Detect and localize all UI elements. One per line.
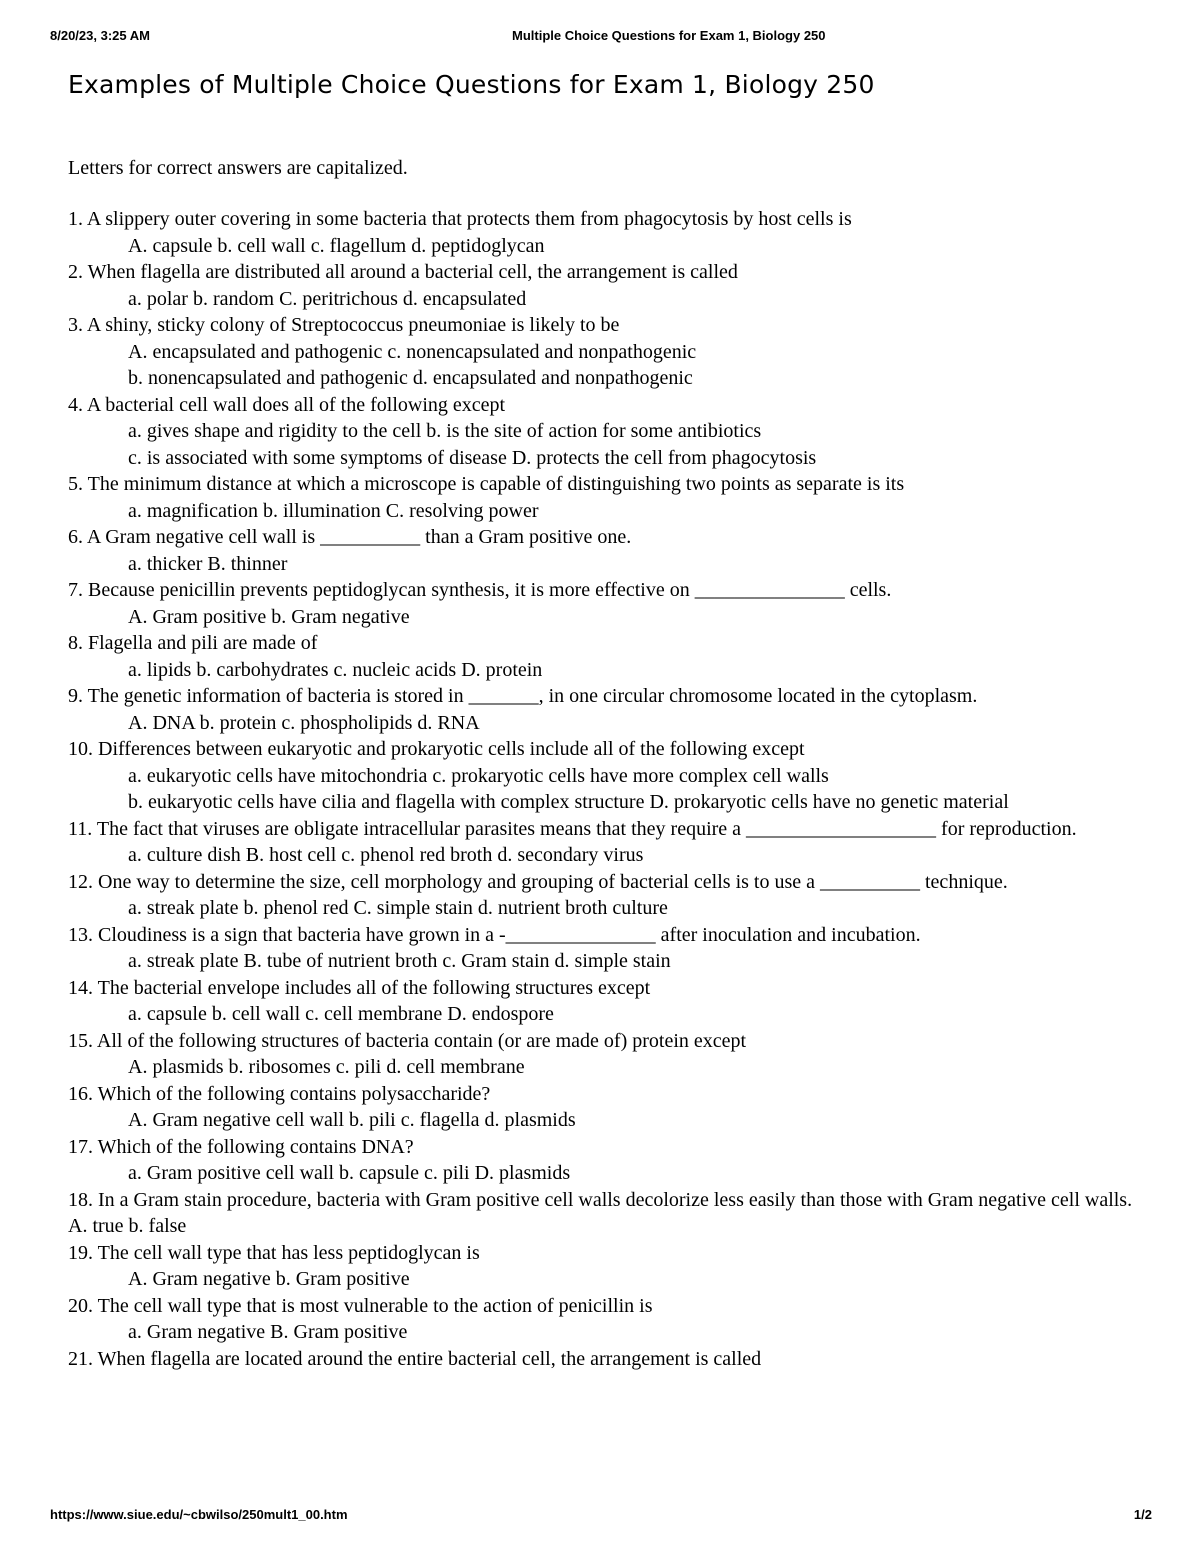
question-item xyxy=(68,630,1148,683)
question-text: 12. One way to determine the size, cell morphology and grouping of bacterial cells is to use a __________ technique. xyxy=(68,870,1008,893)
answer-options: a. streak plate b. phenol red C. simple stain d. nutrient broth culture xyxy=(128,897,668,919)
question-item xyxy=(68,1134,1148,1187)
answer-options: a. eukaryotic cells have mitochondria c. prokaryotic cells have more complex cell walls xyxy=(128,764,829,787)
answer-options: a. Gram negative B. Gram positive xyxy=(128,1321,408,1343)
question-item xyxy=(68,392,1148,472)
question-item xyxy=(68,1028,1148,1081)
question-item xyxy=(68,975,1148,1028)
question-item xyxy=(68,312,1148,392)
question-item xyxy=(68,1187,1148,1240)
question-item xyxy=(68,206,1148,259)
answer-options: a. lipids b. carbohydrates c. nucleic acids D. protein xyxy=(128,658,543,681)
question-item xyxy=(68,683,1148,736)
question-text: 2. When flagella are distributed all around a bacterial cell, the arrangement is called xyxy=(68,261,738,283)
question-item xyxy=(68,922,1148,975)
question-item xyxy=(68,1293,1148,1346)
question-text: 13. Cloudiness is a sign that bacteria have grown in a -_______________ after inoculation and incubation. xyxy=(68,923,921,946)
question-text: 1. A slippery outer covering in some bacteria that protects them from phagocytosis by host cells is xyxy=(68,208,852,230)
answer-options: a. gives shape and rigidity to the cell b. is the site of action for some antibiotics xyxy=(128,420,762,442)
answer-options: A. encapsulated and pathogenic c. nonencapsulated and nonpathogenic xyxy=(128,340,697,363)
question-text: 10. Differences between eukaryotic and prokaryotic cells include all of the following except xyxy=(68,738,805,760)
question-text: 5. The minimum distance at which a microscope is capable of distinguishing two points as separate is its xyxy=(68,473,905,495)
answer-options: a. streak plate B. tube of nutrient broth c. Gram stain d. simple stain xyxy=(128,950,671,972)
answer-options: A. Gram negative b. Gram positive xyxy=(128,1268,410,1290)
answer-options: a. polar b. random C. peritrichous d. encapsulated xyxy=(128,287,527,310)
answer-options: A. plasmids b. ribosomes c. pili d. cell membrane xyxy=(128,1056,525,1078)
answer-options: a. capsule b. cell wall c. cell membrane D. endospore xyxy=(128,1003,554,1025)
question-text: 20. The cell wall type that is most vulnerable to the action of penicillin is xyxy=(68,1294,653,1317)
question-text: 9. The genetic information of bacteria is stored in _______, in one circular chromosome located in the cytoplasm. xyxy=(68,685,978,707)
document-title: Examples of Multiple Choice Questions for Exam 1, Biology 250 xyxy=(68,70,875,99)
question-item xyxy=(68,869,1148,922)
answer-options: A. capsule b. cell wall c. flagellum d. peptidoglycan xyxy=(128,234,545,257)
answer-options: A. Gram negative cell wall b. pili c. flagella d. plasmids xyxy=(128,1109,576,1131)
answer-options: c. is associated with some symptoms of disease D. protects the cell from phagocytosis xyxy=(128,446,817,469)
question-text: 6. A Gram negative cell wall is __________ than a Gram positive one. xyxy=(68,526,632,548)
question-text: 11. The fact that viruses are obligate intracellular parasites means that they require a ___________________ for reproduction. xyxy=(68,817,1077,840)
print-page-title: Multiple Choice Questions for Exam 1, Biology 250 xyxy=(512,28,826,43)
question-text: 7. Because penicillin prevents peptidoglycan synthesis, it is more effective on _______________ cells. xyxy=(68,579,892,601)
question-item xyxy=(68,524,1148,577)
answer-options: a. culture dish B. host cell c. phenol red broth d. secondary virus xyxy=(128,844,644,866)
answer-options: a. thicker B. thinner xyxy=(128,552,288,575)
question-item xyxy=(68,577,1148,630)
question-text: 19. The cell wall type that has less peptidoglycan is xyxy=(68,1241,480,1264)
question-text: 14. The bacterial envelope includes all of the following structures except xyxy=(68,976,651,999)
question-text: 8. Flagella and pili are made of xyxy=(68,632,318,654)
answer-options: A. Gram positive b. Gram negative xyxy=(128,605,410,628)
question-item xyxy=(68,816,1148,869)
question-list xyxy=(68,206,1148,1372)
print-footer xyxy=(50,1507,1152,1527)
intro-text: Letters for correct answers are capitalized. xyxy=(68,157,408,179)
page-number: 1/2 xyxy=(1133,1507,1152,1522)
question-text: 18. In a Gram stain procedure, bacteria with Gram positive cell walls decolorize less easily than those with Gram negative cell walls. A. true b. false xyxy=(68,1188,1133,1237)
question-text: 4. A bacterial cell wall does all of the following except xyxy=(68,393,506,416)
question-item xyxy=(68,471,1148,524)
question-item xyxy=(68,259,1148,312)
answer-options: A. DNA b. protein c. phospholipids d. RNA xyxy=(128,711,480,734)
question-item xyxy=(68,736,1148,816)
question-text: 16. Which of the following contains polysaccharide? xyxy=(68,1082,491,1105)
question-item xyxy=(68,1240,1148,1293)
answer-options: b. nonencapsulated and pathogenic d. encapsulated and nonpathogenic xyxy=(128,367,693,389)
print-header xyxy=(50,28,1152,48)
question-text: 17. Which of the following contains DNA? xyxy=(68,1135,414,1158)
question-text: 15. All of the following structures of bacteria contain (or are made of) protein except xyxy=(68,1029,747,1052)
answer-options: b. eukaryotic cells have cilia and flagella with complex structure D. prokaryotic cells have no genetic material xyxy=(128,791,1009,813)
question-text: 3. A shiny, sticky colony of Streptococcus pneumoniae is likely to be xyxy=(68,314,620,336)
page-url[interactable]: https://www.siue.edu/~cbwilso/250mult1_00.htm xyxy=(50,1507,348,1522)
question-text: 21. When flagella are located around the entire bacterial cell, the arrangement is called xyxy=(68,1347,762,1370)
question-item xyxy=(68,1081,1148,1134)
print-datetime: 8/20/23, 3:25 AM xyxy=(50,28,150,43)
answer-options: a. magnification b. illumination C. resolving power xyxy=(128,499,539,522)
answer-options: a. Gram positive cell wall b. capsule c. pili D. plasmids xyxy=(128,1162,571,1184)
question-item xyxy=(68,1346,1148,1373)
